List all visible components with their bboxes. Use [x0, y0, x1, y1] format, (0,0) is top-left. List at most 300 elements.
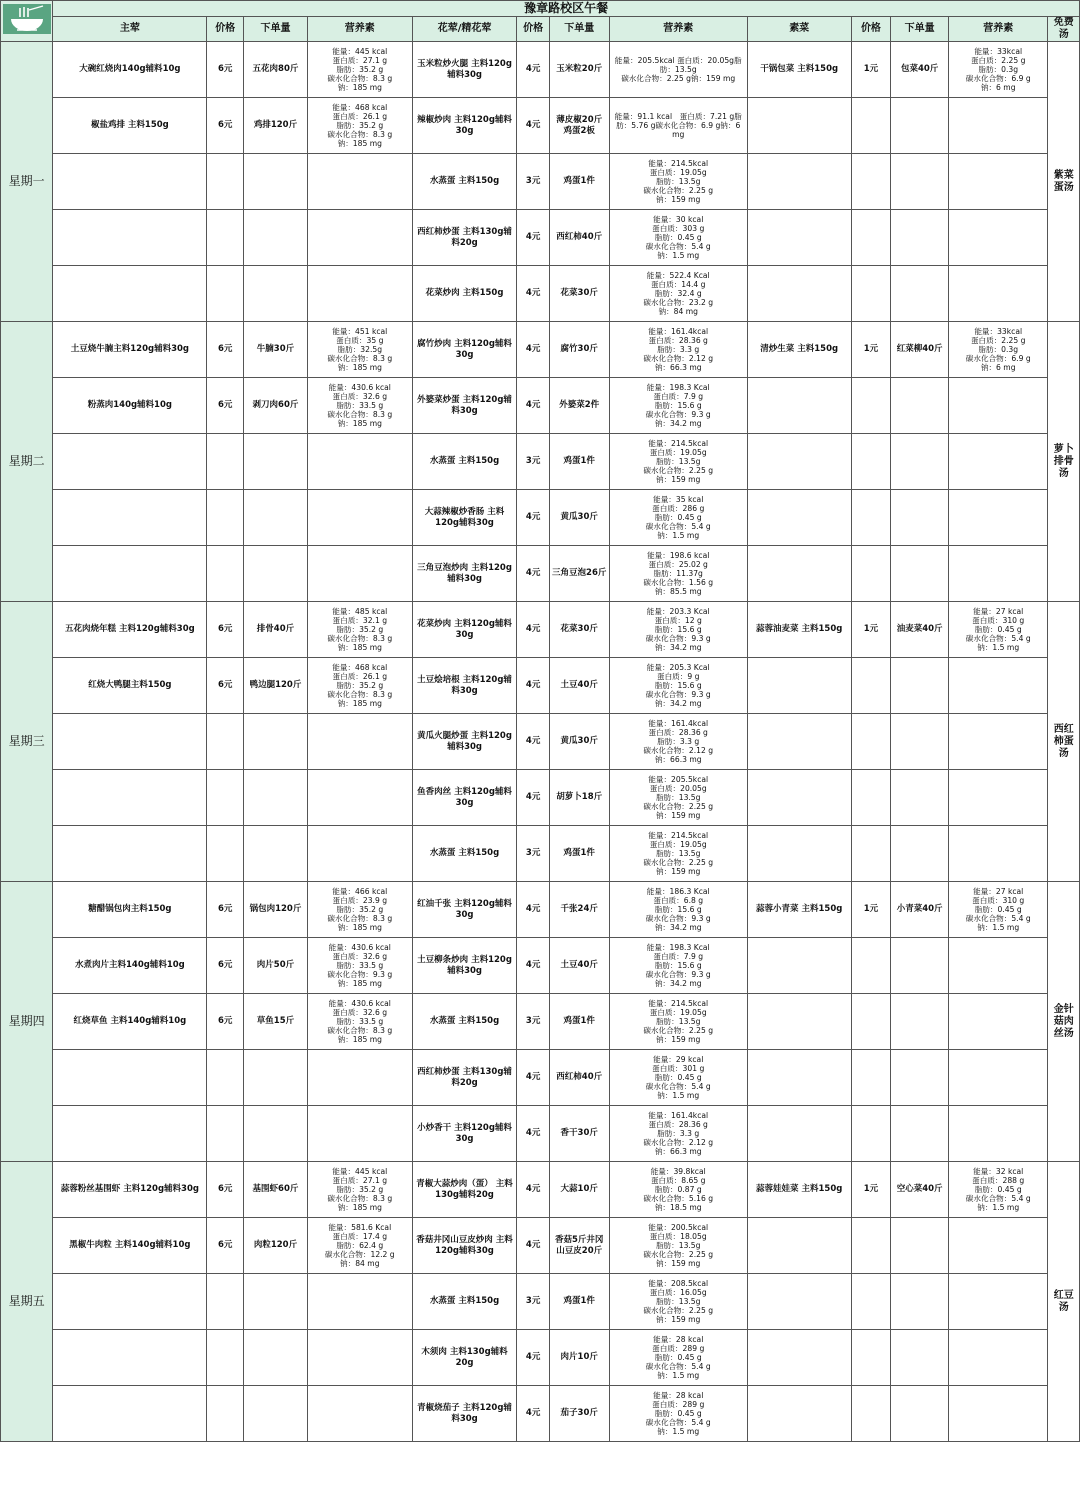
nutrition-line: 钠：66.3 mg [654, 755, 702, 765]
half-dish-price: 4元 [517, 378, 549, 434]
main-dish-nutrition [307, 42, 412, 98]
nutrition-line: 钠：34.2 mg [654, 699, 702, 709]
main-dish-price: 6元 [207, 938, 244, 994]
half-dish-price: 3元 [517, 154, 549, 210]
empty-cell [891, 714, 949, 770]
main-dish-price: 6元 [207, 994, 244, 1050]
nutrition-line: 脂肪：33.5 g [336, 960, 384, 970]
table-row [1, 1386, 1080, 1442]
veg-dish-name: 蒜蓉油麦菜 主料150g [747, 602, 851, 658]
nutrition-line: 能量：214.5kcal [648, 158, 709, 168]
half-dish-name: 青椒烧茄子 主料120g辅料30g [412, 1386, 517, 1442]
nutrition-line: 蛋白质：32.6 g [332, 951, 388, 961]
nutrition-line: 能量：214.5kcal [648, 438, 709, 448]
nutrition-line: 能量：33kcal [974, 326, 1023, 336]
table-row [1, 434, 1080, 490]
empty-cell [851, 1386, 891, 1442]
nutrition-line: 钠：1.5 mg [657, 1091, 700, 1101]
empty-cell [891, 266, 949, 322]
nutrition-line: 蛋白质：14.4 g [650, 279, 706, 289]
half-dish-order: 玉米粒20斤 [549, 42, 609, 98]
nutrition-line: 蛋白质：310 g [972, 895, 1025, 905]
nutrition-line: 钠：185 mg [337, 139, 382, 149]
veg-dish-name: 清炒生菜 主料150g [747, 322, 851, 378]
day-label: 星期一 [1, 42, 53, 322]
col-header-veg: 素菜 [747, 17, 851, 42]
empty-cell [851, 266, 891, 322]
nutrition-line: 碳水化合物：6.9 g [965, 74, 1031, 84]
col-header-soup: 免费汤 [1048, 17, 1080, 42]
table-row [1, 546, 1080, 602]
day-label: 星期三 [1, 602, 53, 882]
nutrition-line: 脂肪：35.2 g [336, 624, 384, 634]
empty-cell [244, 546, 308, 602]
nutrition-line: 钠：1.5 mg [657, 251, 700, 261]
half-dish-nutrition [609, 826, 747, 882]
nutrition-line: 脂肪：35.2 g [336, 120, 384, 130]
nutrition-line: 蛋白质：18.05g [649, 1231, 707, 1241]
nutrition-line: 脂肪：15.6 g [654, 960, 702, 970]
half-dish-nutrition [609, 546, 747, 602]
empty-cell [851, 1106, 891, 1162]
nutrition-line: 脂肪：33.5 g [336, 400, 384, 410]
half-dish-name: 土豆柳条炒肉 主料120g辅料30g [412, 938, 517, 994]
half-dish-price: 4元 [517, 1050, 549, 1106]
empty-cell [207, 1330, 244, 1386]
nutrition-line: 蛋白质：26.1 g [332, 111, 388, 121]
nutrition-line: 碳水化合物：5.4 g [645, 1082, 711, 1092]
nutrition-line: 能量：186.3 Kcal [646, 886, 710, 896]
empty-cell [307, 714, 412, 770]
half-dish-name: 黄瓜火腿炒蛋 主料120g辅料30g [412, 714, 517, 770]
main-dish-name: 红烧草鱼 主料140g辅料10g [53, 994, 207, 1050]
nutrition-line: 脂肪：35.2 g [336, 680, 384, 690]
nutrition-line: 脂肪：35.2 g [336, 1184, 384, 1194]
nutrition-line: 能量：522.4 Kcal [646, 270, 710, 280]
day-label: 星期四 [1, 882, 53, 1162]
nutrition-line: 能量：430.6 kcal [328, 382, 391, 392]
main-dish-name: 粉蒸肉140g辅料10g [53, 378, 207, 434]
main-dish-price: 6元 [207, 42, 244, 98]
nutrition-line: 能量：203.3 Kcal [646, 606, 710, 616]
empty-cell [244, 1330, 308, 1386]
nutrition-line: 能量：29 kcal [653, 1054, 704, 1064]
half-dish-price: 4元 [517, 714, 549, 770]
nutrition-line: 脂肪：15.6 g [654, 904, 702, 914]
half-dish-price: 4元 [517, 938, 549, 994]
veg-dish-price: 1元 [851, 882, 891, 938]
main-dish-price: 6元 [207, 378, 244, 434]
nutrition-line: 脂肪：13.5g [655, 1016, 701, 1026]
empty-cell [207, 1050, 244, 1106]
nutrition-line: 能量：39.8kcal [650, 1166, 706, 1176]
half-dish-price: 4元 [517, 42, 549, 98]
empty-cell [948, 770, 1048, 826]
empty-cell [207, 154, 244, 210]
nutrition-line: 脂肪：0.45 g [654, 232, 702, 242]
nutrition-line: 钠：1.5 mg [977, 923, 1020, 933]
empty-cell [891, 490, 949, 546]
nutrition-line: 蛋白质：9 g [656, 671, 700, 681]
empty-cell [244, 1274, 308, 1330]
main-dish-order: 五花肉80斤 [244, 42, 308, 98]
empty-cell [307, 434, 412, 490]
empty-cell [948, 1218, 1048, 1274]
empty-cell [244, 770, 308, 826]
nutrition-line: 碳水化合物：2.12 g [643, 354, 714, 364]
main-dish-nutrition [307, 602, 412, 658]
half-dish-name: 西红柿炒蛋 主料130g辅料20g [412, 210, 517, 266]
empty-cell [948, 1274, 1048, 1330]
half-dish-nutrition [609, 1162, 747, 1218]
empty-cell [207, 714, 244, 770]
nutrition-line: 碳水化合物：12.2 g [324, 1250, 395, 1260]
empty-cell [948, 154, 1048, 210]
nutrition-line: 钠：66.3 mg [654, 363, 702, 373]
empty-cell [891, 1274, 949, 1330]
main-dish-nutrition [307, 1218, 412, 1274]
nutrition-line: 能量：430.6 kcal [328, 998, 391, 1008]
empty-cell [53, 210, 207, 266]
half-dish-price: 3元 [517, 994, 549, 1050]
empty-cell [891, 826, 949, 882]
nutrition-line: 能量：445 kcal [332, 1166, 388, 1176]
nutrition-line: 蛋白质：303 g [652, 223, 705, 233]
nutrition-line: 碳水化合物：5.4 g [645, 242, 711, 252]
half-dish-order: 薄皮椒20斤 鸡蛋2板 [549, 98, 609, 154]
nutrition-line: 碳水化合物：2.12 g [643, 1138, 714, 1148]
veg-dish-nutrition [948, 322, 1048, 378]
main-dish-nutrition [307, 882, 412, 938]
nutrition-line: 碳水化合物：8.3 g [327, 914, 393, 924]
empty-cell [207, 266, 244, 322]
empty-cell [747, 1106, 851, 1162]
nutrition-line: 蛋白质：19.05g [649, 447, 707, 457]
nutrition-line: 脂肪：13.5g [655, 176, 701, 186]
nutrition-line: 蛋白质：16.05g [649, 1287, 707, 1297]
nutrition-line: 脂肪：3.3 g [657, 344, 700, 354]
main-dish-nutrition [307, 378, 412, 434]
empty-cell [747, 994, 851, 1050]
nutrition-line: 蛋白质：289 g [652, 1343, 705, 1353]
empty-cell [948, 490, 1048, 546]
empty-cell [244, 210, 308, 266]
empty-cell [891, 98, 949, 154]
nutrition-line: 碳水化合物：8.3 g [327, 1026, 393, 1036]
nutrition-line: 钠：1.5 mg [657, 1371, 700, 1381]
half-dish-name: 水蒸蛋 主料150g [412, 826, 517, 882]
nutrition-line: 能量：198.3 Kcal [646, 942, 710, 952]
empty-cell [891, 1218, 949, 1274]
empty-cell [948, 994, 1048, 1050]
nutrition-line: 脂肪：0.45 g [974, 624, 1022, 634]
nutrition-line: 钠：1.5 mg [977, 1203, 1020, 1213]
half-dish-name: 花菜炒肉 主料150g [412, 266, 517, 322]
half-dish-nutrition [609, 770, 747, 826]
main-dish-order: 排骨40斤 [244, 602, 308, 658]
half-dish-name: 木须肉 主料130g辅料20g [412, 1330, 517, 1386]
nutrition-line: 碳水化合物：5.4 g [965, 1194, 1031, 1204]
table-row [1, 714, 1080, 770]
empty-cell [948, 210, 1048, 266]
nutrition-line: 能量：205.3 Kcal [646, 662, 710, 672]
empty-cell [948, 546, 1048, 602]
nutrition-line: 碳水化合物：5.16 g [643, 1194, 714, 1204]
day-label: 星期五 [1, 1162, 53, 1442]
nutrition-line: 能量：581.6 Kcal [328, 1222, 392, 1232]
nutrition-line: 蛋白质：286 g [652, 503, 705, 513]
nutrition-line: 蛋白质：32.6 g [332, 1007, 388, 1017]
nutrition-line: 脂肪：35.2 g [336, 64, 384, 74]
nutrition-line: 能量：91.1 kcal 蛋白质：7.21 g脂肪：5.76 g碳水化合物：6.9 g钠：6 mg [614, 111, 742, 140]
nutrition-line: 能量：161.4kcal [648, 1110, 709, 1120]
table-row [1, 1274, 1080, 1330]
half-dish-order: 鸡蛋1件 [549, 154, 609, 210]
nutrition-line: 脂肪：0.45 g [654, 1408, 702, 1418]
nutrition-line: 蛋白质：7.9 g [653, 391, 704, 401]
half-dish-nutrition [609, 434, 747, 490]
nutrition-line: 蛋白质：8.65 g [650, 1175, 706, 1185]
empty-cell [307, 770, 412, 826]
veg-dish-nutrition [948, 882, 1048, 938]
veg-dish-order: 红菜柳40斤 [891, 322, 949, 378]
veg-dish-nutrition [948, 1162, 1048, 1218]
nutrition-line: 钠：1.5 mg [977, 643, 1020, 653]
empty-cell [244, 490, 308, 546]
empty-cell [948, 826, 1048, 882]
main-dish-nutrition [307, 994, 412, 1050]
empty-cell [53, 154, 207, 210]
main-dish-name: 红烧大鸭腿主料150g [53, 658, 207, 714]
empty-cell [244, 1106, 308, 1162]
empty-cell [948, 1106, 1048, 1162]
nutrition-line: 碳水化合物：8.3 g [327, 690, 393, 700]
nutrition-line: 脂肪：15.6 g [654, 400, 702, 410]
nutrition-line: 能量：198.6 kcal [647, 550, 710, 560]
half-dish-nutrition [609, 1106, 747, 1162]
nutrition-line: 碳水化合物：5.4 g [645, 1418, 711, 1428]
nutrition-line: 碳水化合物：8.3 g [327, 634, 393, 644]
main-dish-name: 大碗红烧肉140g辅料10g [53, 42, 207, 98]
half-dish-price: 4元 [517, 490, 549, 546]
col-header-main: 主荤 [53, 17, 207, 42]
empty-cell [307, 154, 412, 210]
empty-cell [851, 1274, 891, 1330]
empty-cell [891, 378, 949, 434]
col-header-price: 价格 [207, 17, 244, 42]
table-row [1, 770, 1080, 826]
half-dish-name: 西红柿炒蛋 主料130g辅料20g [412, 1050, 517, 1106]
nutrition-line: 能量：468 kcal [332, 662, 388, 672]
nutrition-line: 钠：185 mg [337, 419, 382, 429]
empty-cell [948, 98, 1048, 154]
nutrition-line: 能量：214.5kcal [648, 998, 709, 1008]
empty-cell [891, 210, 949, 266]
table-row [1, 602, 1080, 658]
half-dish-price: 3元 [517, 826, 549, 882]
nutrition-line: 脂肪：11.37g [653, 568, 703, 578]
nutrition-line: 钠：159 mg [656, 1259, 701, 1269]
nutrition-line: 蛋白质：27.1 g [332, 1175, 388, 1185]
nutrition-line: 能量：451 kcal [332, 326, 388, 336]
nutrition-line: 能量：33kcal [974, 46, 1023, 56]
nutrition-line: 脂肪：13.5g [655, 1296, 701, 1306]
empty-cell [891, 154, 949, 210]
empty-cell [851, 938, 891, 994]
empty-cell [207, 1274, 244, 1330]
empty-cell [244, 826, 308, 882]
half-dish-price: 4元 [517, 98, 549, 154]
half-dish-name: 红油千张 主料120g辅料30g [412, 882, 517, 938]
nutrition-line: 能量：200.5kcal [648, 1222, 709, 1232]
half-dish-nutrition [609, 210, 747, 266]
main-dish-order: 鸭边腿120斤 [244, 658, 308, 714]
veg-dish-name: 蒜蓉小青菜 主料150g [747, 882, 851, 938]
empty-cell [307, 1106, 412, 1162]
col-header-price: 价格 [851, 17, 891, 42]
nutrition-line: 碳水化合物：6.9 g [965, 354, 1031, 364]
col-header-price: 价格 [517, 17, 549, 42]
empty-cell [891, 770, 949, 826]
main-dish-name: 土豆烧牛腩主料120g辅料30g [53, 322, 207, 378]
empty-cell [851, 546, 891, 602]
empty-cell [851, 490, 891, 546]
half-dish-order: 千张24斤 [549, 882, 609, 938]
half-dish-price: 4元 [517, 210, 549, 266]
nutrition-line: 钠：185 mg [337, 83, 382, 93]
empty-cell [891, 434, 949, 490]
nutrition-line: 蛋白质：6.8 g [653, 895, 704, 905]
half-dish-nutrition [609, 154, 747, 210]
empty-cell [307, 1386, 412, 1442]
half-dish-name: 玉米粒炒火腿 主料120g辅料30g [412, 42, 517, 98]
nutrition-line: 碳水化合物：5.4 g [645, 1362, 711, 1372]
half-dish-nutrition [609, 1330, 747, 1386]
nutrition-line: 能量：205.5kcal [648, 774, 709, 784]
veg-dish-price: 1元 [851, 42, 891, 98]
bowl-noodles-icon [3, 4, 51, 34]
nutrition-line: 钠：18.5 mg [654, 1203, 702, 1213]
empty-cell [747, 378, 851, 434]
half-dish-price: 4元 [517, 266, 549, 322]
half-dish-price: 4元 [517, 1330, 549, 1386]
half-dish-name: 外婆菜炒蛋 主料120g辅料30g [412, 378, 517, 434]
nutrition-line: 蛋白质：310 g [972, 615, 1025, 625]
empty-cell [747, 938, 851, 994]
nutrition-line: 能量：445 kcal [332, 46, 388, 56]
main-dish-nutrition [307, 1162, 412, 1218]
nutrition-line: 碳水化合物：8.3 g [327, 354, 393, 364]
nutrition-line: 能量：468 kcal [332, 102, 388, 112]
nutrition-line: 碳水化合物：1.56 g [643, 578, 714, 588]
empty-cell [53, 714, 207, 770]
empty-cell [948, 378, 1048, 434]
nutrition-line: 蛋白质：35 g [336, 335, 384, 345]
half-dish-order: 茄子30斤 [549, 1386, 609, 1442]
nutrition-line: 能量：198.3 Kcal [646, 382, 710, 392]
nutrition-line: 能量：161.4kcal [648, 326, 709, 336]
nutrition-line: 钠：159 mg [656, 1035, 701, 1045]
nutrition-line: 脂肪：62.4 g [336, 1240, 384, 1250]
half-dish-order: 鸡蛋1件 [549, 994, 609, 1050]
table-row [1, 1218, 1080, 1274]
half-dish-nutrition [609, 1050, 747, 1106]
empty-cell [891, 994, 949, 1050]
half-dish-price: 4元 [517, 322, 549, 378]
empty-cell [948, 658, 1048, 714]
nutrition-line: 蛋白质：28.36 g [648, 335, 708, 345]
nutrition-line: 碳水化合物：8.3 g [327, 130, 393, 140]
nutrition-line: 碳水化合物：9.3 g [645, 634, 711, 644]
nutrition-line: 脂肪：3.3 g [657, 736, 700, 746]
table-row [1, 266, 1080, 322]
half-dish-price: 4元 [517, 1386, 549, 1442]
empty-cell [53, 1106, 207, 1162]
half-dish-price: 4元 [517, 1162, 549, 1218]
free-soup: 金针菇肉丝汤 [1048, 882, 1080, 1162]
col-header-order: 下单量 [549, 17, 609, 42]
empty-cell [244, 266, 308, 322]
nutrition-line: 蛋白质：17.4 g [332, 1231, 388, 1241]
empty-cell [747, 1386, 851, 1442]
half-dish-order: 黄瓜30斤 [549, 490, 609, 546]
table-row [1, 1330, 1080, 1386]
table-row [1, 658, 1080, 714]
half-dish-nutrition [609, 714, 747, 770]
empty-cell [207, 490, 244, 546]
nutrition-line: 脂肪：0.45 g [654, 512, 702, 522]
empty-cell [747, 546, 851, 602]
nutrition-line: 蛋白质：19.05g [649, 839, 707, 849]
nutrition-line: 脂肪：15.6 g [654, 624, 702, 634]
half-dish-name: 辣椒炒肉 主料120g辅料30g [412, 98, 517, 154]
nutrition-line: 能量：466 kcal [332, 886, 388, 896]
empty-cell [207, 1106, 244, 1162]
empty-cell [851, 994, 891, 1050]
nutrition-line: 钠：185 mg [337, 979, 382, 989]
empty-cell [851, 1050, 891, 1106]
veg-dish-order: 空心菜40斤 [891, 1162, 949, 1218]
main-dish-price: 6元 [207, 322, 244, 378]
table-row [1, 378, 1080, 434]
half-dish-name: 三角豆泡炒肉 主料120g辅料30g [412, 546, 517, 602]
free-soup: 红豆汤 [1048, 1162, 1080, 1442]
half-dish-nutrition [609, 378, 747, 434]
nutrition-line: 碳水化合物：9.3 g [645, 914, 711, 924]
empty-cell [207, 826, 244, 882]
empty-cell [851, 1218, 891, 1274]
empty-cell [244, 1050, 308, 1106]
empty-cell [53, 1330, 207, 1386]
nutrition-line: 脂肪：32.4 g [654, 288, 702, 298]
veg-dish-order: 包菜40斤 [891, 42, 949, 98]
nutrition-line: 钠：159 mg [656, 195, 701, 205]
empty-cell [851, 378, 891, 434]
nutrition-line: 碳水化合物：5.4 g [965, 914, 1031, 924]
empty-cell [307, 490, 412, 546]
empty-cell [747, 154, 851, 210]
page-title: 豫章路校区午餐 [53, 1, 1080, 17]
half-dish-nutrition [609, 98, 747, 154]
half-dish-order: 西红柿40斤 [549, 210, 609, 266]
nutrition-line: 钠：85.5 mg [654, 587, 702, 597]
nutrition-line: 碳水化合物：2.25 g [643, 1250, 714, 1260]
empty-cell [307, 826, 412, 882]
nutrition-line: 钠：84 mg [658, 307, 698, 317]
nutrition-line: 钠：1.5 mg [657, 531, 700, 541]
empty-cell [891, 1050, 949, 1106]
main-dish-price: 6元 [207, 658, 244, 714]
